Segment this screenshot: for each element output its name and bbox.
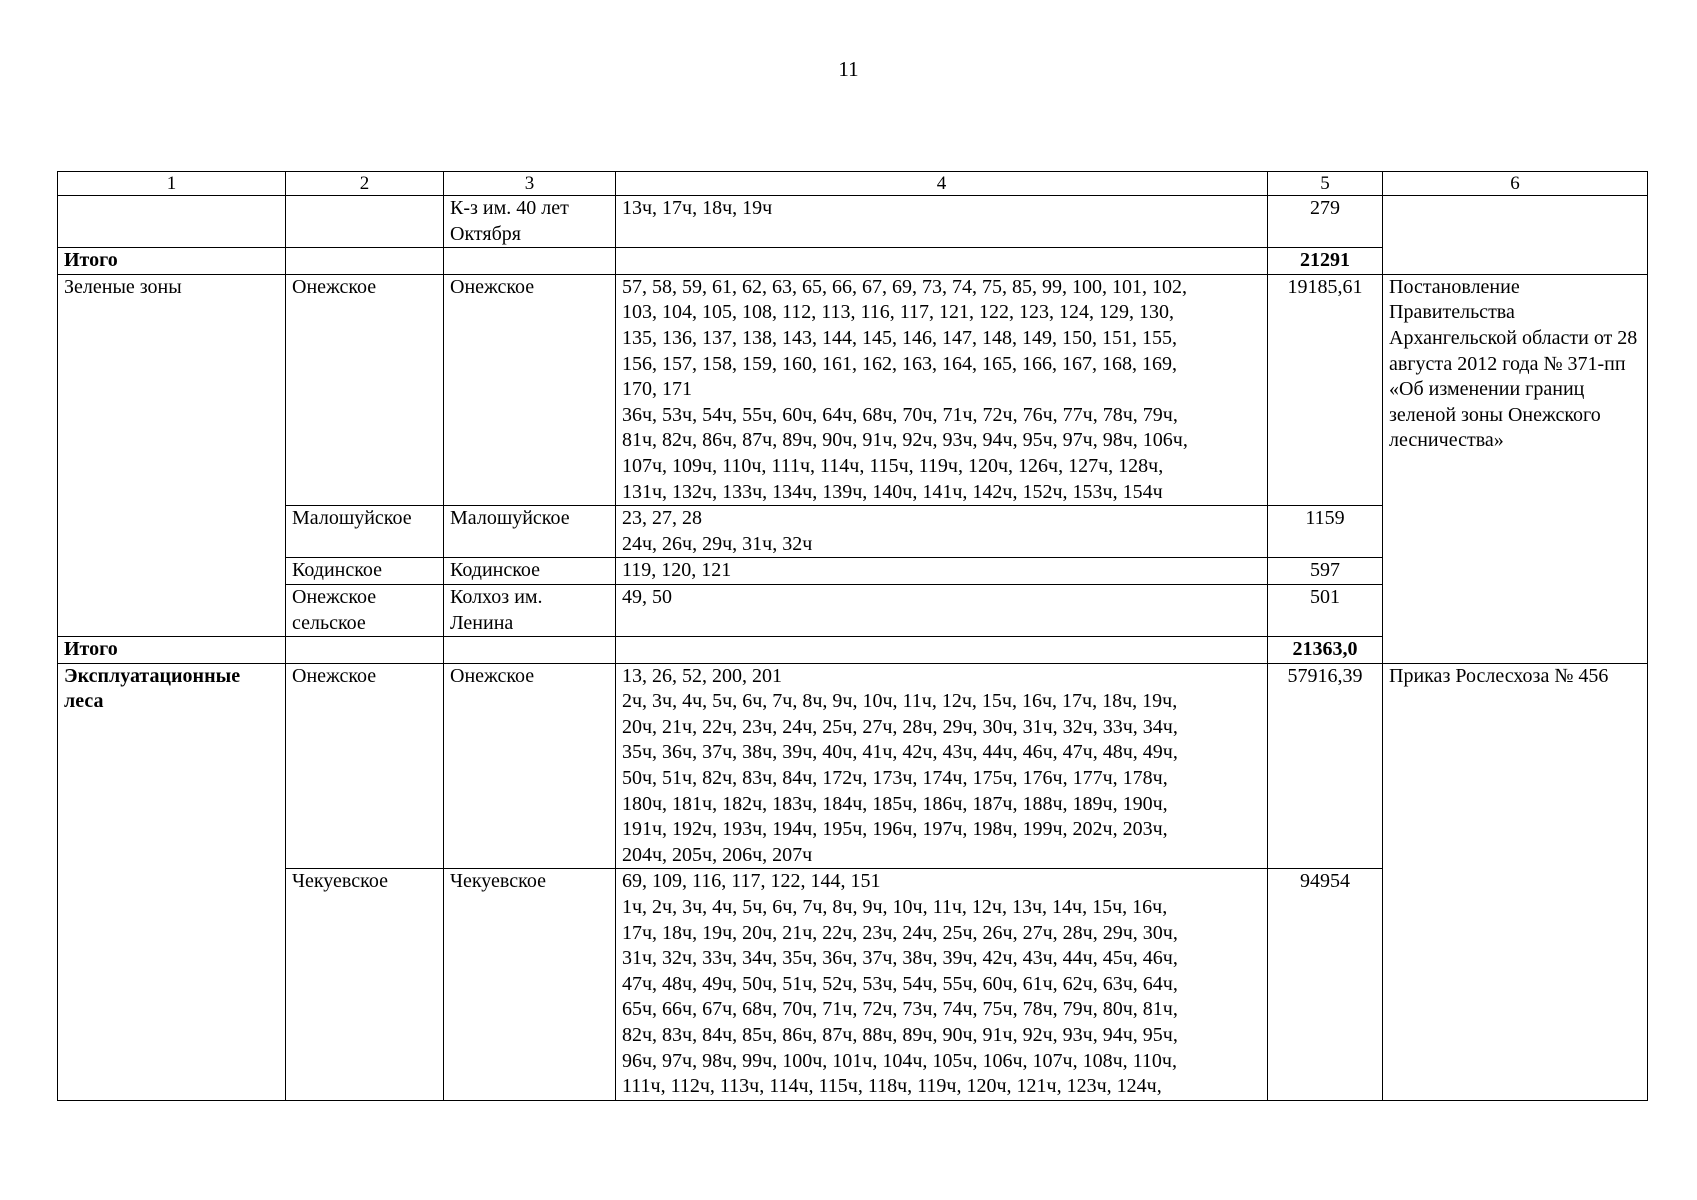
quarters-line: 96ч, 97ч, 98ч, 99ч, 100ч, 101ч, 104ч, 105ч, 106ч, 107ч, 108ч, 110ч, [622, 1049, 1177, 1072]
page-number: 11 [838, 57, 859, 81]
forestry-cell: Кодинское [286, 558, 444, 585]
quarters-line: 20ч, 21ч, 22ч, 23ч, 24ч, 25ч, 27ч, 28ч, 29ч, 30ч, 31ч, 32ч, 33ч, 34ч, [622, 715, 1178, 738]
quarters-line: 180ч, 181ч, 182ч, 183ч, 184ч, 185ч, 186ч, 187ч, 188ч, 189ч, 190ч, [622, 792, 1168, 815]
quarters-line: 49, 50 [622, 585, 672, 608]
quarters-line: 191ч, 192ч, 193ч, 194ч, 195ч, 196ч, 197ч, 198ч, 199ч, 202ч, 203ч, [622, 818, 1168, 841]
quarters-line: 36ч, 53ч, 54ч, 55ч, 60ч, 64ч, 68ч, 70ч, 71ч, 72ч, 76ч, 77ч, 78ч, 79ч, [622, 403, 1178, 426]
forest-zones-table [57, 171, 1648, 1101]
total-value: 21363,0 [1268, 637, 1383, 664]
category-cell [58, 196, 286, 248]
total-label: Итого [58, 637, 286, 664]
area-cell: 57916,39 [1268, 663, 1383, 869]
empty-cell [286, 637, 444, 664]
quarters-line: 13, 26, 52, 200, 201 [622, 664, 782, 687]
total-value: 21291 [1268, 248, 1383, 275]
quarters-line: 135, 136, 137, 138, 143, 144, 145, 146, 147, 148, 149, 150, 151, 155, [622, 326, 1177, 349]
empty-cell [444, 248, 616, 275]
quarters-line: 50ч, 51ч, 82ч, 83ч, 84ч, 172ч, 173ч, 174ч, 175ч, 176ч, 177ч, 178ч, [622, 767, 1168, 790]
quarters-line: 119, 120, 121 [622, 559, 732, 582]
district-cell: Кодинское [444, 558, 616, 585]
quarters-line: 31ч, 32ч, 33ч, 34ч, 35ч, 36ч, 37ч, 38ч, 39ч, 42ч, 43ч, 44ч, 45ч, 46ч, [622, 947, 1178, 970]
area-cell: 279 [1268, 196, 1383, 248]
quarters-line: 170, 171 [622, 378, 692, 401]
forestry-cell: Онежское [286, 663, 444, 869]
quarters-line: 107ч, 109ч, 110ч, 111ч, 114ч, 115ч, 119ч, 120ч, 126ч, 127ч, 128ч, [622, 454, 1164, 477]
quarters-cell [616, 663, 1268, 869]
category-cell: Эксплуатационные леса [58, 663, 286, 1100]
quarters-cell [616, 869, 1268, 1100]
header-cell-6: 6 [1383, 172, 1648, 196]
district-cell: Колхоз им. Ленина [444, 584, 616, 636]
header-cell-1: 1 [58, 172, 286, 196]
area-cell: 501 [1268, 584, 1383, 636]
document-cell: Постановление Правительства Архангельской области от 28 августа 2012 года № 371-пп «Об изменении границ зеленой зоны Онежского лесничества» [1383, 274, 1648, 663]
forestry-cell: Онежское сельское [286, 584, 444, 636]
quarters-line: 81ч, 82ч, 86ч, 87ч, 89ч, 90ч, 91ч, 92ч, 93ч, 94ч, 95ч, 97ч, 98ч, 106ч, [622, 429, 1188, 452]
district-cell: Чекуевское [444, 869, 616, 1100]
quarters-line: 204ч, 205ч, 206ч, 207ч [622, 843, 813, 866]
header-cell-4: 4 [616, 172, 1268, 196]
quarters-line: 2ч, 3ч, 4ч, 5ч, 6ч, 7ч, 8ч, 9ч, 10ч, 11ч, 12ч, 15ч, 16ч, 17ч, 18ч, 19ч, [622, 690, 1178, 713]
area-cell: 19185,61 [1268, 274, 1383, 505]
district-cell: Онежское [444, 274, 616, 505]
header-cell-5: 5 [1268, 172, 1383, 196]
quarters-line: 156, 157, 158, 159, 160, 161, 162, 163, 164, 165, 166, 167, 168, 169, [622, 352, 1177, 375]
empty-cell [616, 637, 1268, 664]
table-row [58, 196, 1648, 248]
district-cell: Онежское [444, 663, 616, 869]
total-label: Итого [58, 248, 286, 275]
quarters-line: 35ч, 36ч, 37ч, 38ч, 39ч, 40ч, 41ч, 42ч, 43ч, 44ч, 46ч, 47ч, 48ч, 49ч, [622, 741, 1178, 764]
quarters-line: 47ч, 48ч, 49ч, 50ч, 51ч, 52ч, 53ч, 54ч, 55ч, 60ч, 61ч, 62ч, 63ч, 64ч, [622, 972, 1178, 995]
empty-cell [286, 248, 444, 275]
district-cell: К-з им. 40 лет Октября [444, 196, 616, 248]
empty-cell [616, 248, 1268, 275]
quarters-line: 103, 104, 105, 108, 112, 113, 116, 117, 121, 122, 123, 124, 129, 130, [622, 301, 1175, 324]
district-cell: Малошуйское [444, 506, 616, 558]
quarters-cell [616, 506, 1268, 558]
quarters-line: 131ч, 132ч, 133ч, 134ч, 139ч, 140ч, 141ч, 142ч, 152ч, 153ч, 154ч [622, 480, 1163, 503]
quarters-cell [616, 558, 1268, 585]
quarters-line: 111ч, 112ч, 113ч, 114ч, 115ч, 118ч, 119ч, 120ч, 121ч, 123ч, 124ч, [622, 1075, 1162, 1098]
quarters-cell: 13ч, 17ч, 18ч, 19ч [616, 196, 1268, 248]
forestry-cell: Чекуевское [286, 869, 444, 1100]
area-cell: 597 [1268, 558, 1383, 585]
quarters-line: 69, 109, 116, 117, 122, 144, 151 [622, 870, 881, 893]
forestry-cell: Малошуйское [286, 506, 444, 558]
document-cell [1383, 196, 1648, 275]
quarters-line: 65ч, 66ч, 67ч, 68ч, 70ч, 71ч, 72ч, 73ч, 74ч, 75ч, 78ч, 79ч, 80ч, 81ч, [622, 998, 1178, 1021]
quarters-line: 57, 58, 59, 61, 62, 63, 65, 66, 67, 69, 73, 74, 75, 85, 99, 100, 101, 102, [622, 275, 1187, 298]
quarters-line: 17ч, 18ч, 19ч, 20ч, 21ч, 22ч, 23ч, 24ч, 25ч, 26ч, 27ч, 28ч, 29ч, 30ч, [622, 921, 1178, 944]
empty-cell [444, 637, 616, 664]
document-cell: Приказ Рослесхоза № 456 [1383, 663, 1648, 1100]
area-cell: 94954 [1268, 869, 1383, 1100]
table-row [58, 663, 1648, 869]
header-row [58, 172, 1648, 196]
area-cell: 1159 [1268, 506, 1383, 558]
quarters-line: 23, 27, 28 [622, 507, 702, 530]
quarters-cell [616, 274, 1268, 505]
forestry-cell: Онежское [286, 274, 444, 505]
table-row [58, 274, 1648, 505]
forestry-cell [286, 196, 444, 248]
quarters-line: 1ч, 2ч, 3ч, 4ч, 5ч, 6ч, 7ч, 8ч, 9ч, 10ч, 11ч, 12ч, 13ч, 14ч, 15ч, 16ч, [622, 896, 1168, 919]
quarters-line: 24ч, 26ч, 29ч, 31ч, 32ч [622, 532, 813, 555]
header-cell-3: 3 [444, 172, 616, 196]
category-cell: Зеленые зоны [58, 274, 286, 636]
quarters-cell [616, 584, 1268, 636]
header-cell-2: 2 [286, 172, 444, 196]
quarters-line: 82ч, 83ч, 84ч, 85ч, 86ч, 87ч, 88ч, 89ч, 90ч, 91ч, 92ч, 93ч, 94ч, 95ч, [622, 1024, 1178, 1046]
